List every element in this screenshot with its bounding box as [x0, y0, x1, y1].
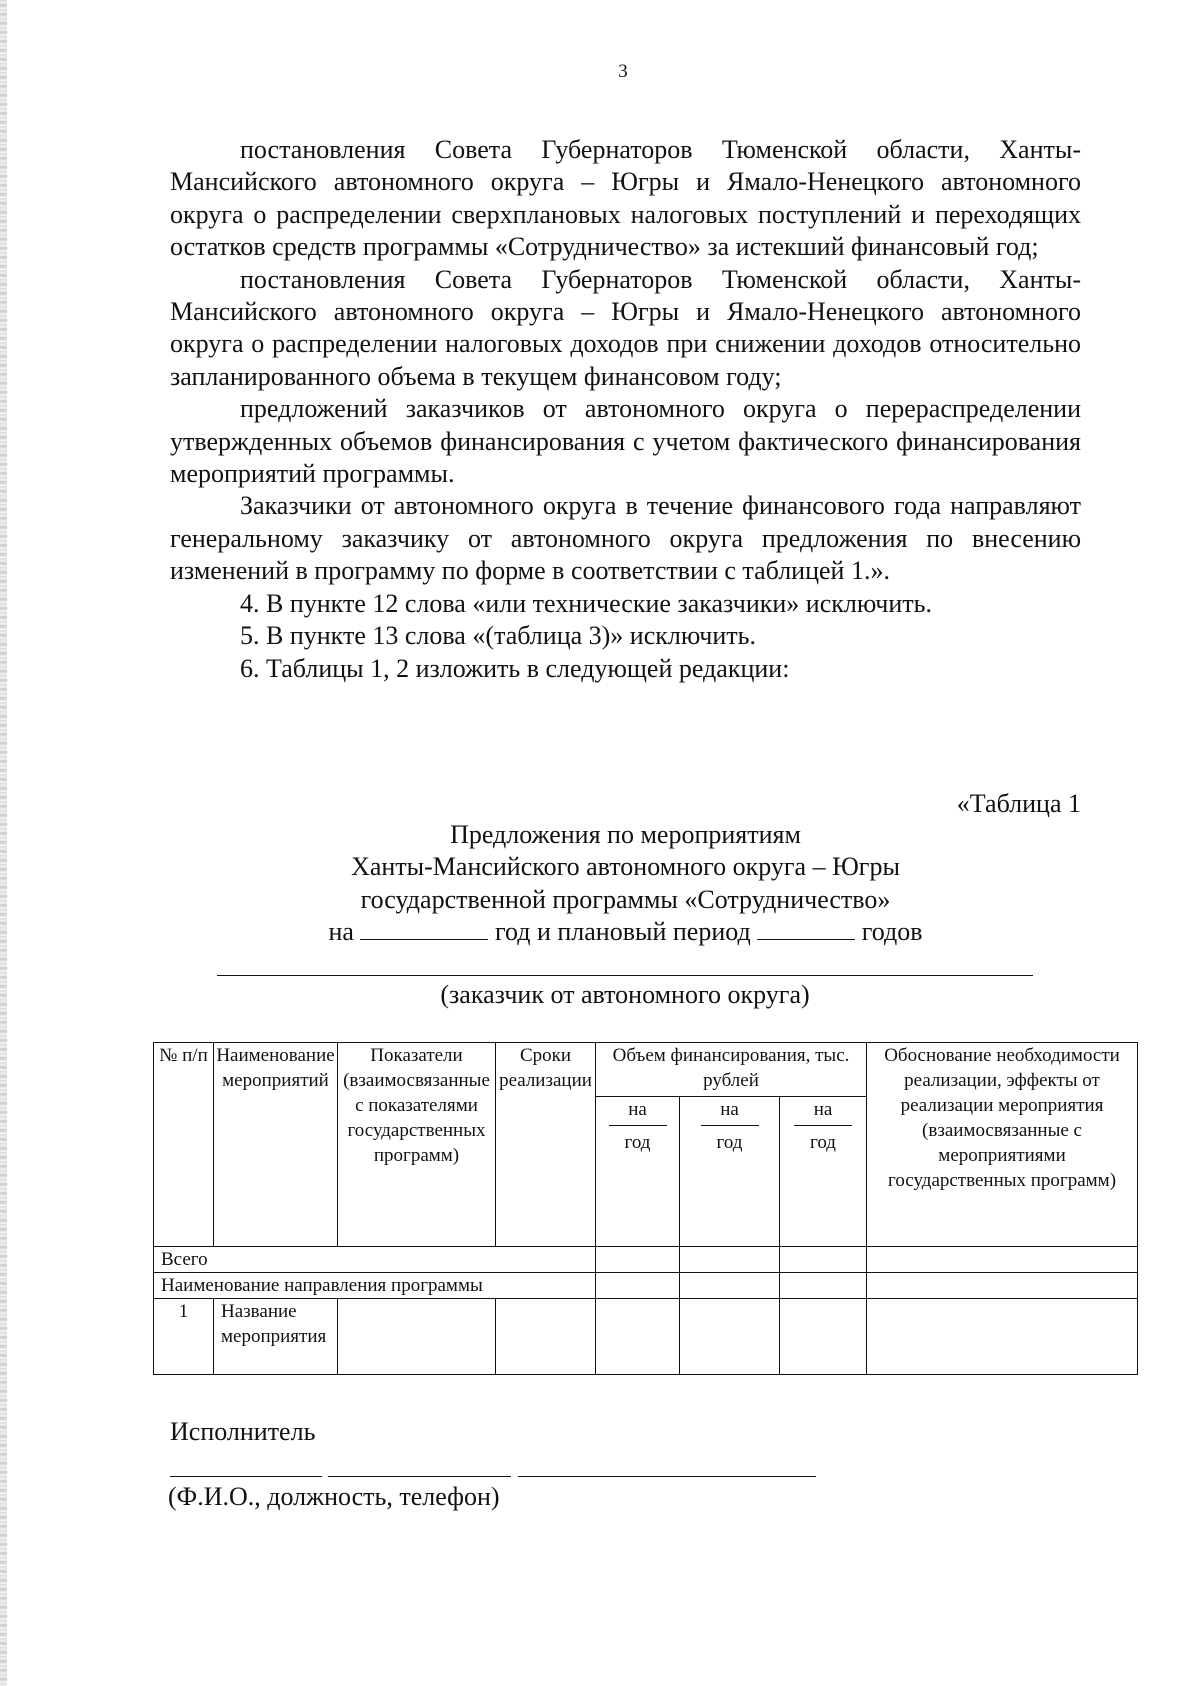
table-cell — [680, 1299, 780, 1375]
paragraph: Заказчики от автономного округа в течение финансового года направляют генеральному заказчику от автономного округа предложения по внесению изменений в программу по форме в соответствии с таблицей 1.». — [170, 491, 1081, 586]
heading-line: Предложения по мероприятиям — [450, 820, 801, 849]
header-terms: Сроки реализации — [496, 1043, 596, 1247]
table-cell — [867, 1299, 1138, 1375]
period-prefix: на — [328, 916, 354, 946]
table-cell — [867, 1247, 1138, 1273]
header-year-2 — [680, 1097, 780, 1247]
table-cell — [596, 1247, 680, 1273]
signature-line — [170, 1476, 322, 1477]
event-name: Название мероприятия — [214, 1299, 338, 1375]
table-heading — [170, 819, 1081, 948]
period-middle: год и плановый период — [494, 916, 751, 946]
signature-lines — [170, 1476, 990, 1478]
executor-label: Исполнитель — [170, 1417, 316, 1446]
year-blank — [609, 1125, 667, 1126]
table-cell — [680, 1247, 780, 1273]
header-number: № п/п — [154, 1043, 214, 1247]
paragraph: постановления Совета Губернаторов Тюменской области, Ханты-Мансийского автономного округа – Югры и Ямало-Ненецкого автономного округа о распределении сверхплановых налоговых поступлений и переходящих остатков средств программы «Сотрудничество» за истекший финансовый год; — [170, 135, 1081, 262]
table-cell — [867, 1273, 1138, 1299]
period-suffix: годов — [861, 916, 923, 946]
scan-edge — [0, 0, 7, 1686]
body-text — [170, 134, 1081, 685]
table-cell — [596, 1273, 680, 1299]
paragraph: постановления Совета Губернаторов Тюменской области, Ханты-Мансийского автономного округа – Югры и Ямало-Ненецкого автономного округа о распределении налоговых доходов при снижении доходов относительно запланированного объема в текущем финансовом году; — [170, 264, 1081, 391]
year-blank — [360, 919, 488, 940]
table-cell — [596, 1299, 680, 1375]
table-row — [154, 1273, 1138, 1299]
paragraph: 6. Таблицы 1, 2 изложить в следующей редакции: — [240, 653, 790, 683]
header-funding: Объем финансирования, тыс. рублей — [596, 1043, 867, 1097]
table-cell — [496, 1299, 596, 1375]
header-rationale: Обоснование необходимости реализации, эффекты от реализации мероприятия (взаимосвязанные с мероприятиями государственных программ) — [867, 1043, 1138, 1247]
sub-year: год — [624, 1132, 651, 1153]
table-row — [154, 1247, 1138, 1273]
table-cell — [338, 1299, 496, 1375]
paragraph: предложений заказчиков от автономного округа о перераспределении утвержденных объемов финансирования с учетом фактического финансирования мероприятий программы. — [170, 394, 1081, 489]
table-cell — [780, 1273, 867, 1299]
table-cell — [780, 1299, 867, 1375]
heading-line: Ханты-Мансийского автономного округа – Югры — [351, 852, 900, 882]
heading-line: государственной программы «Сотрудничество» — [360, 884, 891, 914]
table-cell — [680, 1273, 780, 1299]
row-number: 1 — [154, 1299, 214, 1375]
sub-year: год — [810, 1132, 836, 1153]
heading-period-line — [170, 916, 1081, 948]
signature-line — [328, 1476, 511, 1477]
sub-na: на — [813, 1099, 833, 1120]
header-year-1 — [596, 1097, 680, 1247]
sub-year: год — [716, 1132, 743, 1153]
table-row — [154, 1299, 1138, 1375]
header-indicators: Показатели (взаимосвязанные с показателями государственных программ) — [338, 1043, 496, 1247]
sub-na: на — [628, 1099, 647, 1120]
proposals-table — [153, 1042, 1138, 1375]
paragraph: 4. В пункте 12 слова «или технические заказчики» исключить. — [240, 588, 933, 618]
table-label: «Таблица 1 — [956, 789, 1081, 818]
year-blank — [794, 1125, 852, 1126]
paragraph: 5. В пункте 13 слова «(таблица 3)» исключить. — [240, 621, 757, 651]
customer-caption: (заказчик от автономного округа) — [440, 980, 810, 1009]
table-cell — [780, 1247, 867, 1273]
sub-na: на — [720, 1099, 739, 1120]
total-label: Всего — [154, 1247, 596, 1273]
header-year-3 — [780, 1097, 867, 1247]
year-blank — [701, 1125, 759, 1126]
signature-line — [518, 1476, 816, 1477]
header-name: Наименование мероприятий — [214, 1043, 338, 1247]
period-blank — [757, 919, 855, 940]
direction-label: Наименование направления программы — [154, 1273, 596, 1299]
customer-line — [217, 975, 1033, 976]
page-number: 3 — [618, 61, 628, 82]
signature-caption: (Ф.И.О., должность, телефон) — [168, 1482, 500, 1511]
